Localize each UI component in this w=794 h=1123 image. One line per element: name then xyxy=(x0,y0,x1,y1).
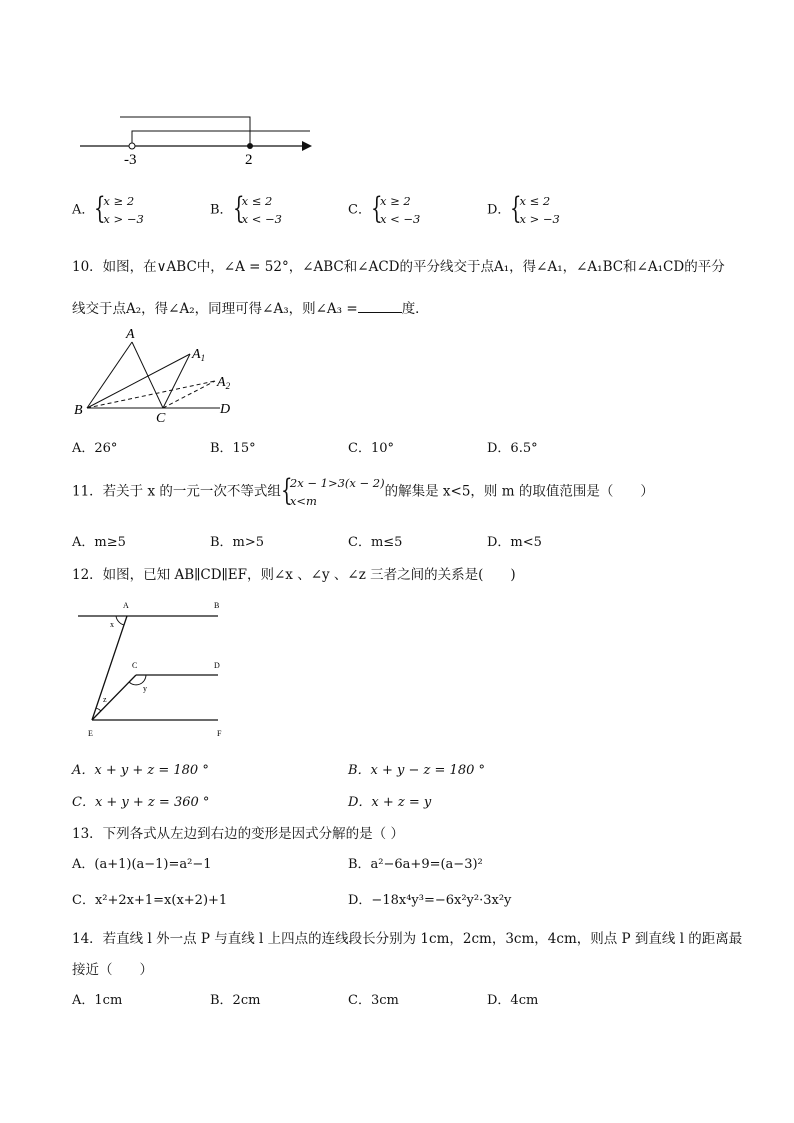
q11-option-a[interactable]: A．m≥5 xyxy=(72,535,126,550)
angle-y-label: y xyxy=(143,684,147,693)
sys-row-1: x ≥ 2 xyxy=(379,194,411,208)
q11-option-c[interactable]: C．m≤5 xyxy=(348,535,403,550)
line-BA xyxy=(87,342,132,408)
q10-option-b[interactable]: B．15° xyxy=(210,441,256,456)
open-point-minus3 xyxy=(129,143,135,149)
label-minus3: -3 xyxy=(124,152,137,168)
option-letter: D． xyxy=(487,202,511,218)
sys-row-1: 2x − 1>3(x − 2) xyxy=(289,476,385,490)
q11-stem-suffix: 的解集是 x<5，则 m 的取值范围是（ ） xyxy=(384,483,654,500)
angle-x-label: x xyxy=(110,620,114,629)
sys-row-2: x<m xyxy=(289,494,317,508)
q13-option-a[interactable]: A．(a+1)(a−1)=a²−1 xyxy=(72,857,212,872)
vertex-C: C xyxy=(156,411,166,425)
sys-row-1: x ≥ 2 xyxy=(103,194,135,208)
q11-stem: 11．若关于 x 的一元一次不等式组 { 2x − 1>3(x − 2) x<m 的解集是 x<5，则 m 的取值范围是（ ） xyxy=(72,473,654,508)
q9-option-c[interactable]: C． { x ≥ 2 x < −3 xyxy=(348,191,421,226)
q9-option-d[interactable]: D． { x ≤ 2 x > −3 xyxy=(487,191,560,226)
line-CA1 xyxy=(163,354,190,408)
q13-option-d[interactable]: D．−18x⁴y³=−6x²y²·3x²y xyxy=(348,893,512,908)
option-letter: C． xyxy=(348,202,371,218)
vertex-A: A xyxy=(126,327,135,342)
point-D: D xyxy=(214,661,220,670)
sys-row-1: x ≤ 2 xyxy=(519,194,551,208)
q13-stem: 13．下列各式从左边到右边的变形是因式分解的是（ ） xyxy=(72,826,404,842)
sys-row-2: x > −3 xyxy=(519,212,560,226)
q14-option-b[interactable]: B．2cm xyxy=(210,993,261,1008)
q12-option-d[interactable]: D．x + z = y xyxy=(348,795,432,810)
q10-stem-line1: 10．如图，在∨ABC中，∠A = 52°，∠ABC和∠ACD的平分线交于点A₁，得∠A₁，∠A₁BC和∠A₁CD的平分 xyxy=(72,259,725,275)
line-BA1 xyxy=(87,354,190,408)
point-A: A xyxy=(123,601,129,610)
number-line-arrow-icon xyxy=(302,141,312,151)
q9-option-a[interactable]: A． { x ≥ 2 x > −3 xyxy=(72,191,144,226)
q13-option-b[interactable]: B．a²−6a+9=(a−3)² xyxy=(348,857,483,872)
q14-stem-line2: 接近（ ） xyxy=(72,962,153,978)
angle-z-arc xyxy=(96,708,101,711)
sys-row-1: x ≤ 2 xyxy=(241,194,273,208)
line-BA2 xyxy=(87,381,215,408)
solid-point-2 xyxy=(247,143,253,149)
q12-option-b[interactable]: B．x + y − z = 180 ° xyxy=(348,763,485,778)
q11-option-b[interactable]: B．m>5 xyxy=(210,535,265,550)
q14-option-c[interactable]: C．3cm xyxy=(348,993,399,1008)
vertex-D: D xyxy=(220,402,231,417)
q10-option-a[interactable]: A．26° xyxy=(72,441,118,456)
point-C: C xyxy=(132,661,138,670)
point-B: B xyxy=(214,601,220,610)
sys-row-2: x < −3 xyxy=(379,212,421,226)
q14-stem-line1: 14．若直线 l 外一点 P 与直线 l 上四点的连线段长分别为 1cm，2cm，3cm，4cm，则点 P 到直线 l 的距离最 xyxy=(72,931,743,947)
sys-row-2: x < −3 xyxy=(241,212,282,226)
q11-option-d[interactable]: D．m<5 xyxy=(487,535,542,550)
line-CA2 xyxy=(163,381,215,408)
q11-stem-prefix: 11．若关于 x 的一元一次不等式组 xyxy=(72,483,281,500)
q10-stem-line2-end: 度． xyxy=(401,301,429,317)
line-AC xyxy=(132,342,163,408)
q13-option-c[interactable]: C．x²+2x+1=x(x+2)+1 xyxy=(72,893,228,908)
q12-stem: 12．如图，已知 AB∥CD∥EF，则∠x 、∠y 、∠z 三者之间的关系是( ) xyxy=(72,567,516,583)
ray-right-from-minus3 xyxy=(132,131,310,146)
triangle-bisector-figure xyxy=(70,320,250,425)
line-AE xyxy=(92,616,127,720)
q14-option-a[interactable]: A．1cm xyxy=(72,993,123,1008)
q14-option-d[interactable]: D．4cm xyxy=(487,993,539,1008)
answer-blank[interactable] xyxy=(358,300,402,313)
line-CE xyxy=(92,675,136,720)
point-F: F xyxy=(217,729,222,738)
option-letter: B． xyxy=(210,202,233,218)
q10-option-c[interactable]: C．10° xyxy=(348,441,394,456)
label-2: 2 xyxy=(245,152,253,168)
angle-z-label: z xyxy=(103,695,107,704)
q10-stem-line2-text: 线交于点A₂，得∠A₂，同理可得∠A₃，则∠A₃ = xyxy=(72,301,358,317)
q12-option-c[interactable]: C．x + y + z = 360 ° xyxy=(72,795,210,810)
vertex-B: B xyxy=(74,403,83,418)
point-E: E xyxy=(88,729,93,738)
vertex-A1: $A_1$ xyxy=(192,347,206,363)
q10-option-d[interactable]: D．6.5° xyxy=(487,441,538,456)
sys-row-2: x > −3 xyxy=(103,212,144,226)
q9-option-b[interactable]: B． { x ≤ 2 x < −3 xyxy=(210,191,282,226)
q12-option-a[interactable]: A．x + y + z = 180 ° xyxy=(72,763,209,778)
q10-stem-line2 xyxy=(72,297,429,317)
vertex-A2: $A_2$ xyxy=(217,375,231,391)
number-line-figure xyxy=(70,108,330,170)
angle-x-arc xyxy=(116,616,124,625)
option-letter: A． xyxy=(72,202,95,218)
parallel-lines-figure xyxy=(70,596,240,741)
